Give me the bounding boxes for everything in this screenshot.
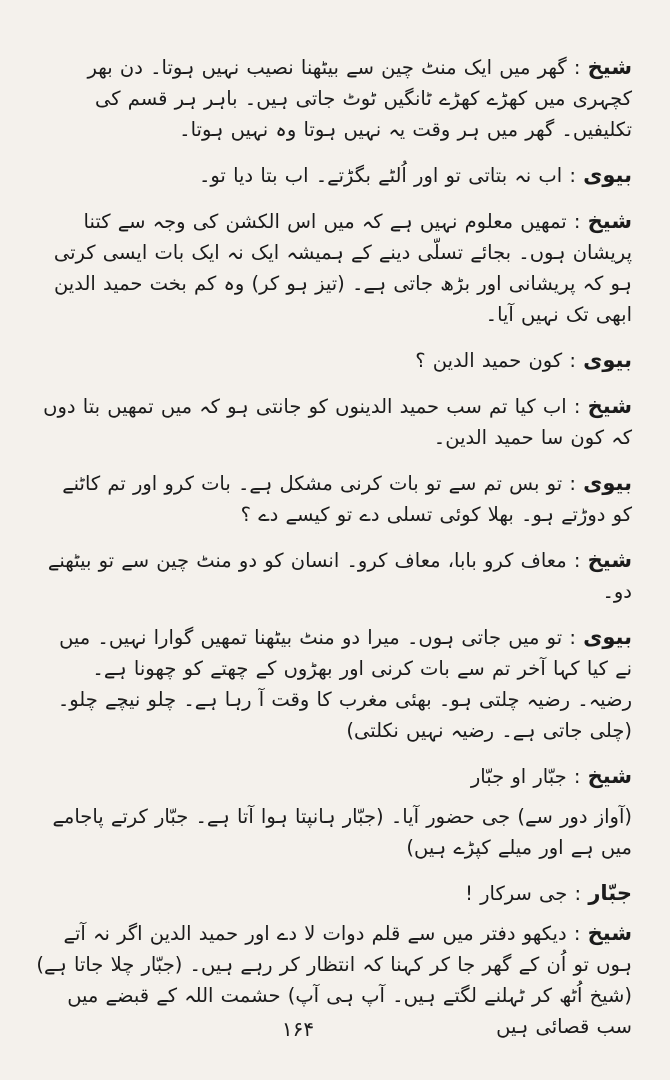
speaker-name: شیخ bbox=[587, 548, 632, 572]
dialogue-line bbox=[36, 345, 632, 376]
line-text: : اب نہ بتاتی تو اور اُلٹے بگڑتے۔ اب بتا دیا تو۔ bbox=[198, 164, 576, 187]
speaker-name: بیوی bbox=[583, 625, 632, 649]
dialogue-line bbox=[36, 468, 632, 530]
line-text: : تمھیں معلوم نہیں ہے کہ میں اس الکشن کی وجہ سے کتنا پریشان ہوں۔ بجائے تسلّی دینے کے ہمیشہ ایک نہ ایک بات ایسی کرتی ہو کہ پریشانی اور بڑھ جاتی ہے۔ (تیز ہو کر) وہ کم بخت حمید الدین ابھی تک نہیں آیا۔ bbox=[53, 210, 632, 326]
dialogue-text bbox=[36, 52, 632, 1042]
dialogue-line bbox=[36, 545, 632, 607]
line-text: (آواز دور سے) جی حضور آیا۔ (جبّار ہانپتا ہوا آتا ہے۔ جبّار کرتے پاجامے میں ہے اور میلے کپڑے ہیں) bbox=[52, 805, 632, 859]
speaker-name: شیخ bbox=[587, 764, 632, 788]
dialogue-line bbox=[36, 918, 632, 1042]
dialogue-line bbox=[36, 206, 632, 330]
stage-direction bbox=[36, 801, 632, 863]
line-text: : معاف کرو بابا، معاف کرو۔ انسان کو دو منٹ چین سے تو بیٹھنے دو۔ bbox=[47, 549, 632, 603]
speaker-name: شیخ bbox=[587, 55, 632, 79]
line-text: : گھر میں ایک منٹ چین سے بیٹھنا نصیب نہیں ہوتا۔ دن بھر کچہری میں کھڑے کھڑے ٹانگیں ٹوٹ جاتی ہیں۔ باہر ہر قسم کی تکلیفیں۔ گھر میں ہر وقت یہ نہیں ہوتا وہ نہیں ہوتا۔ bbox=[87, 56, 632, 141]
line-text: : جی سرکار ! bbox=[465, 882, 582, 905]
speaker-name: شیخ bbox=[587, 209, 632, 233]
speaker-name: بیوی bbox=[583, 163, 632, 187]
speaker-name: جبّار bbox=[588, 881, 632, 905]
dialogue-line bbox=[36, 160, 632, 191]
dialogue-line bbox=[36, 761, 632, 792]
line-text: : اب کیا تم سب حمید الدینوں کو جانتی ہو کہ میں تمھیں بتا دوں کہ کون سا حمید الدین۔ bbox=[43, 395, 632, 449]
page-number: ۱۶۴ bbox=[281, 1017, 315, 1041]
speaker-name: بیوی bbox=[583, 471, 632, 495]
dialogue-line bbox=[36, 52, 632, 145]
line-text: : دیکھو دفتر میں سے قلم دوات لا دے اور حمید الدین اگر نہ آتے ہوں تو اُن کے گھر جا کر کہنا کہ انتظار کر رہے ہیں۔ (جبّار چلا جاتا ہے) (شیخ اُٹھ کر ٹہلنے لگتے ہیں۔ آپ ہی آپ) حشمت اللہ کے قبضے میں سب قصائی ہیں bbox=[36, 922, 632, 1038]
line-text: : تو بس تم سے تو بات کرنی مشکل ہے۔ بات کرو اور تم کاٹنے کو دوڑتے ہو۔ بھلا کوئی تسلی دے تو کیسے دے ؟ bbox=[62, 472, 632, 526]
speaker-name: شیخ bbox=[587, 921, 632, 945]
dialogue-line bbox=[36, 391, 632, 453]
speaker-name: شیخ bbox=[587, 394, 632, 418]
line-text: : تو میں جاتی ہوں۔ میرا دو منٹ بیٹھنا تمھیں گوارا نہیں۔ میں نے کیا کہا آخر تم سے بات کرنی اور بھڑوں کے چھتے کو چھونا ہے۔ رضیہ۔ رضیہ چلتی ہو۔ بھئی مغرب کا وقت آ رہا ہے۔ چلو نیچے چلو۔ (چلی جاتی ہے۔ رضیہ نہیں نکلتی) bbox=[57, 626, 632, 742]
speaker-name: بیوی bbox=[583, 348, 632, 372]
line-text: : جبّار او جبّار bbox=[470, 765, 581, 788]
dialogue-line bbox=[36, 878, 632, 909]
line-text: : کون حمید الدین ؟ bbox=[415, 349, 576, 372]
dialogue-line bbox=[36, 622, 632, 746]
